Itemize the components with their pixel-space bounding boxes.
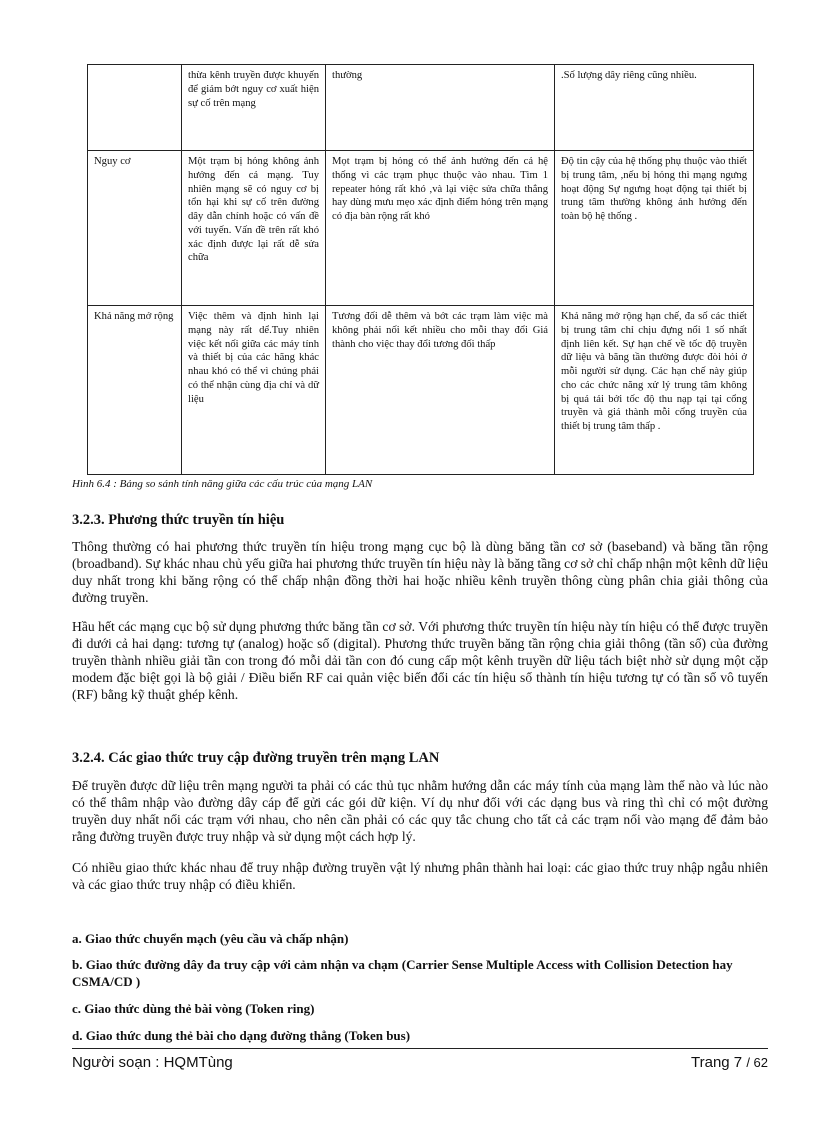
table-row — [88, 65, 754, 151]
table-cell: Khả năng mở rộng hạn chế, đa số các thiết bị trung tâm chỉ chịu đựng nổi 1 số nhất định liên kết. Sự hạn chế về tốc độ truyền dữ liệu và băng tần thường được đòi hỏi ở mỗi người sử dụng. Các hạn chế này giúp cho các chức năng xử lý trung tâm không bị quá tải bởi tốc độ thu nạp tại tại cổng truyền và giá thành mỗi cổng truyền của thiết bị trung tâm thấp . — [555, 306, 754, 475]
list-item: a. Giao thức chuyển mạch (yêu cầu và chấp nhận) — [72, 931, 349, 946]
table-cell: Tương đối dễ thêm và bớt các trạm làm việc mà không phải nối kết nhiều cho mỗi thay đổi Giá thành cho việc thay đổi tương đối thấp — [326, 306, 555, 475]
table-row — [88, 306, 754, 475]
list-item: b. Giao thức đường dây đa truy cập với cảm nhận va chạm (Carrier Sense Multiple Access with Collision Detection hay CSMA/CD ) — [72, 957, 733, 989]
table-cell: Việc thêm và định hình lại mạng này rất dể.Tuy nhiên việc kết nối giữa các máy tính và thiết bị của các hãng khác nhau khó có thể vì chúng phải có thể nhận cùng địa chỉ và dữ liệu — [182, 306, 326, 475]
footer-author: Người soạn : HQMTùng — [72, 1054, 233, 1071]
table-cell: Một trạm bị hỏng không ảnh hưởng đến cả mạng. Tuy nhiên mạng sẽ có nguy cơ bị tổn hại khi sự cố trên đường dây dẫn chính hoặc có vấn đề với tuyến. Vấn đề trên rất khó xác định được lại rất dễ sửa chữa — [182, 151, 326, 306]
paragraph: Để truyền được dữ liệu trên mạng người ta phải có các thủ tục nhằm hướng dẫn các máy tính của mạng làm thế nào và lúc nào có thể thâm nhập vào đường dây cáp để gửi các gói dữ kiện. Ví dụ như đối với các dạng bus và ring thì chỉ có một đường truyền duy nhất nối các trạm với nhau, cho nên cần phải có các quy tắc chung cho tất cả các trạm nối vào mạng để đảm bảo rằng đường truyền được truy nhập và sử dụng một cách hợp lý. — [72, 778, 768, 844]
paragraph: Thông thường có hai phương thức truyền tín hiệu trong mạng cục bộ là dùng băng tần cơ sở (baseband) và băng tần rộng (broadband). Sự khác nhau chủ yếu giữa hai phương thức truyền tín hiệu này là băng tầng cơ sở chỉ chấp nhận một kênh dữ liệu duy nhất trong khi băng rộng có thể chấp nhận đồng thời hai hoặc nhiều kênh truyền thông cùng phân chia giải thông của đường truyền. — [72, 539, 768, 605]
table-cell — [88, 65, 182, 151]
table-cell: .Số lượng dây riêng cũng nhiều. — [555, 65, 754, 151]
comparison-table — [87, 64, 754, 475]
table-cell: thừa kênh truyền được khuyến để giảm bớt nguy cơ xuất hiện sự cố trên mạng — [182, 65, 326, 151]
footer-divider — [72, 1048, 768, 1049]
table-cell: Nguy cơ — [88, 151, 182, 306]
section-heading: 3.2.3. Phương thức truyền tín hiệu — [72, 512, 285, 528]
page-number-total: / 62 — [746, 1055, 768, 1070]
page-number-current: Trang 7 — [691, 1054, 743, 1071]
list-item: d. Giao thức dung thẻ bài cho dạng đường thẳng (Token bus) — [72, 1028, 411, 1043]
paragraph: Có nhiều giao thức khác nhau để truy nhập đường truyền vật lý nhưng phân thành hai loại: các giao thức truy nhập ngẫu nhiên và các giao thức truy nhập có điều khiển. — [72, 860, 768, 892]
table-row — [88, 151, 754, 306]
paragraph: Hầu hết các mạng cục bộ sử dụng phương thức băng tần cơ sở. Với phương thức truyền tín hiệu này tín hiệu có thể được truyền đi dưới cả hai dạng: tương tự (analog) hoặc số (digital). Phương thức truyền băng tần rộng chia giải thông (tần số) của đường truyền thành nhiều giải tần con trong đó mỗi dải tần con đó cung cấp một kênh truyền dữ liệu tách biệt nhờ sử dụng một cặp modem đặc biệt gọi là bộ giải / Điều biến RF cai quản việc biến đổi các tín hiệu số thành tín hiệu tương tự có tần số vô tuyến (RF) bằng kỹ thuật ghép kênh. — [72, 619, 768, 702]
table-cell: thường — [326, 65, 555, 151]
table-cell: Khả năng mở rộng — [88, 306, 182, 475]
list-item: c. Giao thức dùng thẻ bài vòng (Token ring) — [72, 1001, 315, 1016]
section-heading: 3.2.4. Các giao thức truy cập đường truyền trên mạng LAN — [72, 750, 440, 766]
table-cell: Độ tin cậy của hệ thống phụ thuộc vào thiết bị trung tâm, ,nếu bị hỏng thì mạng ngưng hoạt động Sự ngưng hoạt động tại thiết bị trung tâm thường không ảnh hưởng đến toàn bộ hệ thống . — [555, 151, 754, 306]
table-caption: Hình 6.4 : Bảng so sánh tính năng giữa các cấu trúc của mạng LAN — [72, 478, 373, 490]
page-number — [691, 1054, 768, 1071]
table-cell: Mọt trạm bị hỏng có thể ảnh hưởng đến cả hệ thống vì các trạm phục thuộc vào nhau. Tìm 1 repeater hỏng rất khó ,và lại việc sửa chữa thẳng hay dùng mưu mẹo xác định điểm hỏng trên mạng có địa bàn rộng rất khó — [326, 151, 555, 306]
